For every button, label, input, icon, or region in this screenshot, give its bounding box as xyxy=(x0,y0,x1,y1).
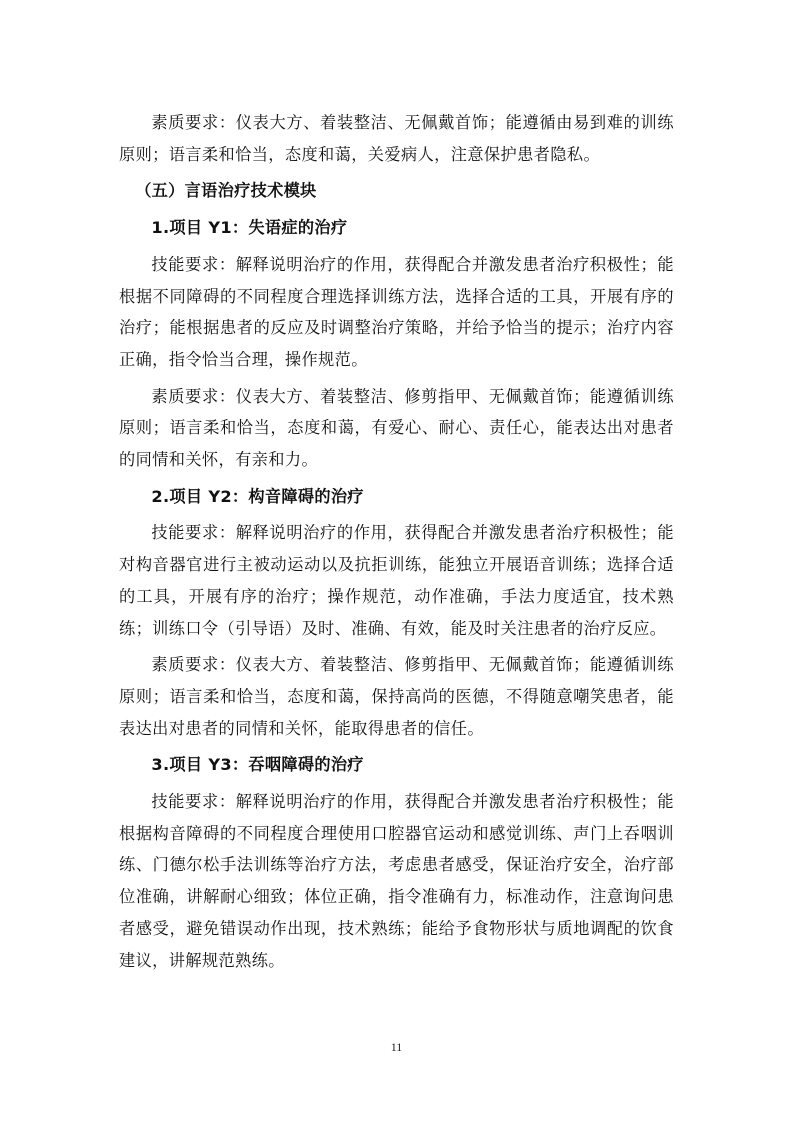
project-y3-skill-paragraph: 技能要求：解释说明治疗的作用，获得配合并激发患者治疗积极性；能根据构音障碍的不同程度合理使用口腔器官运动和感觉训练、声门上吞咽训练、门德尔松手法训练等治疗方法，考虑患者感受，保证治疗安全，治疗部位准确，讲解耐心细致；体位正确，指令准确有力，标准动作，注意询问患者感受，避免错误动作出现，技术熟练；能给予食物形状与质地调配的饮食建议，讲解规范熟练。 xyxy=(119,792,674,970)
page-content xyxy=(119,107,674,981)
section-heading: （五）言语治疗技术模块 xyxy=(135,181,317,201)
project-y1-skill-paragraph: 技能要求：解释说明治疗的作用，获得配合并激发患者治疗积极性；能根据不同障碍的不同程度合理选择训练方法，选择合适的工具，开展有序的治疗；能根据患者的反应及时调整治疗策略，并给予恰当的提示；治疗内容正确，指令恰当合理，操作规范。 xyxy=(119,254,674,369)
quality-requirements-paragraph: 素质要求：仪表大方、着装整洁、无佩戴首饰；能遵循由易到难的训练原则；语言柔和恰当，态度和蔼，关爱病人，注意保护患者隐私。 xyxy=(119,113,674,164)
project-y1-quality-paragraph: 素质要求：仪表大方、着装整洁、修剪指甲、无佩戴首饰；能遵循训练原则；语言柔和恰当，态度和蔼，有爱心、耐心、责任心，能表达出对患者的同情和关怀，有亲和力。 xyxy=(119,386,674,470)
project-y2-skill-paragraph: 技能要求：解释说明治疗的作用，获得配合并激发患者治疗积极性；能对构音器官进行主被动运动以及抗拒训练，能独立开展语音训练；选择合适的工具，开展有序的治疗；操作规范，动作准确，手法力度适宜，技术熟练；训练口令（引导语）及时、准确、有效，能及时关注患者的治疗反应。 xyxy=(119,523,674,638)
project-y3-heading: 3.项目 Y3：吞咽障碍的治疗 xyxy=(151,755,364,775)
project-y2-quality-paragraph: 素质要求：仪表大方、着装整洁、修剪指甲、无佩戴首饰；能遵循训练原则；语言柔和恰当，态度和蔼，保持高尚的医德，不得随意嘲笑患者，能表达出对患者的同情和关怀，能取得患者的信任。 xyxy=(119,655,674,738)
project-y2-heading: 2.项目 Y2：构音障碍的治疗 xyxy=(151,486,364,506)
page-number: 11 xyxy=(390,1040,403,1054)
project-y1-heading: 1.项目 Y1：失语症的治疗 xyxy=(151,218,348,238)
